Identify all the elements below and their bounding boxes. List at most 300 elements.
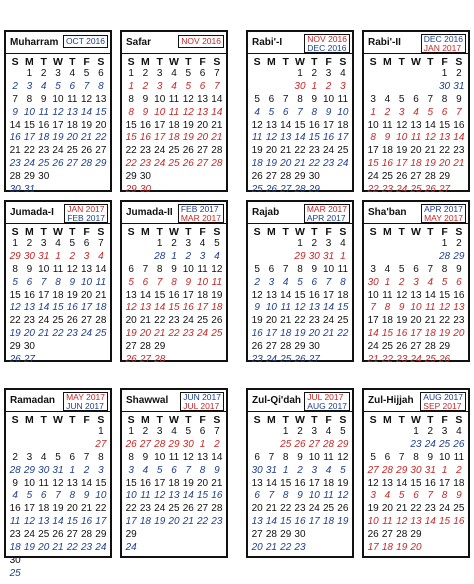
hijri-day: 24 xyxy=(308,503,320,515)
gregorian-day: 29 xyxy=(294,250,306,262)
gregorian-day: 26 xyxy=(294,354,306,366)
hijri-day: 1 xyxy=(156,238,163,249)
gregorian-day: 4 xyxy=(282,276,289,288)
day-grid xyxy=(248,412,352,558)
day-grid xyxy=(364,224,468,370)
hijri-day: 2 xyxy=(142,426,149,437)
gregorian-day: 3 xyxy=(413,276,419,288)
hijri-day: 5 xyxy=(340,426,346,437)
hijri-day: 20 xyxy=(125,315,137,327)
hijri-day: 16 xyxy=(9,503,21,515)
gregorian-day: 24 xyxy=(424,438,436,450)
gregorian-day: 6 xyxy=(441,106,448,118)
gregorian-day: 11 xyxy=(410,132,422,144)
hijri-day: 7 xyxy=(427,93,434,105)
day-grid xyxy=(364,54,468,200)
weekday-label: S xyxy=(369,226,377,238)
gregorian-day: 14 xyxy=(211,106,223,118)
hijri-day: 26 xyxy=(81,145,93,157)
gregorian-day: 12 xyxy=(9,302,21,314)
hijri-day: 26 xyxy=(337,503,349,515)
weekday-label: T xyxy=(69,56,76,68)
gregorian-day: 8 xyxy=(98,80,104,92)
weekday-label: F xyxy=(199,56,206,68)
gregorian-day xyxy=(138,542,152,555)
gregorian-day xyxy=(409,251,423,264)
day-grid xyxy=(6,54,110,200)
hijri-day: 28 xyxy=(280,171,292,183)
gregorian-day: 3 xyxy=(398,106,405,118)
hijri-day: 15 xyxy=(280,477,292,489)
month-card xyxy=(362,30,470,196)
hijri-month-name: Muharram xyxy=(10,37,59,48)
hijri-day: 25 xyxy=(381,171,393,183)
hijri-day: 17 xyxy=(154,119,166,131)
gregorian-day: 8 xyxy=(370,132,376,144)
gregorian-month-label: JUN 2017 xyxy=(183,392,221,402)
hijri-day: 25 xyxy=(337,315,349,327)
gregorian-day: 27 xyxy=(23,354,35,366)
gregorian-day: 30 xyxy=(439,80,451,92)
hijri-day: 22 xyxy=(125,145,137,157)
gregorian-day: 17 xyxy=(154,132,166,144)
gregorian-month-label: OCT 2016 xyxy=(65,36,105,46)
gregorian-day: 6 xyxy=(311,276,318,288)
hijri-day: 4 xyxy=(340,68,346,79)
gregorian-day: 18 xyxy=(168,132,180,144)
hijri-day: 19 xyxy=(396,145,408,157)
gregorian-day xyxy=(380,251,394,264)
hijri-day xyxy=(37,426,51,439)
gregorian-day: 24 xyxy=(95,542,107,554)
gregorian-day: 13 xyxy=(139,302,151,314)
hijri-day: 11 xyxy=(323,451,334,463)
gregorian-day: 28 xyxy=(294,184,306,196)
hijri-day xyxy=(79,426,93,439)
gregorian-months xyxy=(178,35,224,48)
hijri-day: 4 xyxy=(55,238,61,249)
hijri-day: 4 xyxy=(40,451,47,463)
gregorian-day: 25 xyxy=(211,328,223,340)
gregorian-day: 4 xyxy=(427,276,434,288)
hijri-day: 12 xyxy=(81,93,93,105)
gregorian-day: 17 xyxy=(125,516,137,528)
gregorian-day: 13 xyxy=(280,132,292,144)
gregorian-day: 18 xyxy=(211,302,223,314)
hijri-day: 21 xyxy=(9,145,21,157)
hijri-day: 4 xyxy=(384,93,391,105)
gregorian-day xyxy=(395,251,409,264)
gregorian-day: 10 xyxy=(197,276,209,288)
gregorian-day: 29 xyxy=(125,184,137,196)
gregorian-day: 18 xyxy=(424,328,436,340)
hijri-day xyxy=(210,529,224,542)
gregorian-day: 30 xyxy=(294,80,306,92)
hijri-day: 18 xyxy=(323,477,335,489)
hijri-day: 9 xyxy=(311,263,318,275)
weekday-label: S xyxy=(339,226,347,238)
gregorian-day xyxy=(65,184,79,197)
gregorian-day: 2 xyxy=(254,276,260,288)
hijri-day: 11 xyxy=(197,263,208,275)
gregorian-day: 8 xyxy=(441,490,448,502)
hijri-day: 1 xyxy=(413,426,419,437)
gregorian-day: 15 xyxy=(308,132,320,144)
gregorian-day: 10 xyxy=(337,106,349,118)
hijri-day: 1 xyxy=(128,426,134,437)
hijri-day: 14 xyxy=(81,477,93,489)
hijri-day xyxy=(423,68,437,81)
gregorian-day xyxy=(37,184,51,197)
gregorian-day: 5 xyxy=(441,276,448,288)
gregorian-day xyxy=(437,542,451,555)
weekday-label: W xyxy=(53,226,63,238)
hijri-day: 26 xyxy=(182,503,194,515)
hijri-day: 25 xyxy=(323,503,335,515)
hijri-day: 17 xyxy=(182,289,194,301)
gregorian-day: 28 xyxy=(81,158,93,170)
gregorian-day: 30 xyxy=(308,250,320,262)
hijri-day: 21 xyxy=(81,503,93,515)
hijri-day: 11 xyxy=(453,451,465,463)
hijri-day xyxy=(250,426,264,439)
gregorian-months xyxy=(421,34,466,53)
month-header xyxy=(364,202,468,224)
gregorian-day: 14 xyxy=(52,516,64,528)
gregorian-day: 31 xyxy=(52,464,64,476)
hijri-day: 26 xyxy=(251,171,263,183)
hijri-day: 10 xyxy=(52,93,64,105)
gregorian-day: 23 xyxy=(294,542,306,554)
hijri-month-name: Zul-Hijjah xyxy=(368,395,414,406)
hijri-day: 19 xyxy=(251,145,263,157)
hijri-day: 20 xyxy=(197,477,209,489)
gregorian-day: 29 xyxy=(23,464,35,476)
weekday-label: T xyxy=(282,56,289,68)
gregorian-day: 18 xyxy=(95,302,107,314)
hijri-day: 9 xyxy=(456,93,462,105)
hijri-day xyxy=(380,426,394,439)
gregorian-day: 19 xyxy=(294,328,306,340)
hijri-day xyxy=(181,529,195,542)
hijri-day: 7 xyxy=(214,68,220,79)
gregorian-day: 23 xyxy=(81,542,93,554)
gregorian-day: 10 xyxy=(308,490,320,502)
hijri-day: 18 xyxy=(337,119,349,131)
hijri-day: 8 xyxy=(413,451,419,463)
hijri-day: 2 xyxy=(142,68,149,79)
hijri-day: 11 xyxy=(382,119,393,131)
hijri-day: 5 xyxy=(83,68,90,79)
hijri-day: 27 xyxy=(66,529,78,541)
hijri-day xyxy=(452,171,466,184)
gregorian-day: 5 xyxy=(185,80,192,92)
gregorian-day: 17 xyxy=(81,302,93,314)
hijri-day: 19 xyxy=(251,315,263,327)
gregorian-day: 11 xyxy=(323,490,334,502)
hijri-day: 8 xyxy=(12,263,18,275)
gregorian-day: 1 xyxy=(384,276,391,288)
hijri-day: 23 xyxy=(424,503,436,515)
gregorian-day xyxy=(336,542,350,555)
weekday-label: S xyxy=(97,226,105,238)
weekday-label: T xyxy=(69,414,76,426)
gregorian-day: 29 xyxy=(453,250,465,262)
gregorian-day: 27 xyxy=(66,158,78,170)
hijri-day: 28 xyxy=(424,341,436,353)
weekday-label: T xyxy=(398,226,405,238)
gregorian-day: 28 xyxy=(381,464,393,476)
hijri-day: 22 xyxy=(439,315,451,327)
gregorian-month-label: SEP 2017 xyxy=(423,400,462,411)
gregorian-day: 16 xyxy=(453,516,465,528)
hijri-day: 7 xyxy=(268,451,275,463)
gregorian-day: 17 xyxy=(337,132,349,144)
hijri-day: 25 xyxy=(52,315,64,327)
month-header xyxy=(6,390,110,412)
hijri-day: 16 xyxy=(139,119,151,131)
hijri-day: 6 xyxy=(128,263,134,275)
gregorian-day: 31 xyxy=(453,80,465,92)
gregorian-day: 11 xyxy=(140,490,151,502)
gregorian-months xyxy=(63,35,108,48)
gregorian-day: 24 xyxy=(337,158,349,170)
weekday-label: F xyxy=(83,56,90,68)
hijri-day: 23 xyxy=(139,503,151,515)
hijri-day: 26 xyxy=(396,171,408,183)
weekday-label: M xyxy=(267,414,276,426)
weekday-label: T xyxy=(427,56,434,68)
gregorian-day: 4 xyxy=(254,106,260,118)
hijri-day xyxy=(437,529,451,542)
hijri-day: 9 xyxy=(142,93,149,105)
gregorian-day: 27 xyxy=(280,184,292,196)
gregorian-day: 16 xyxy=(66,302,78,314)
weekday-label: T xyxy=(40,414,47,426)
gregorian-day: 21 xyxy=(453,158,465,170)
hijri-day: 22 xyxy=(95,503,107,515)
hijri-day: 28 xyxy=(139,341,151,353)
hijri-day: 3 xyxy=(370,93,376,105)
hijri-day: 13 xyxy=(66,477,78,489)
hijri-day: 30 xyxy=(38,171,50,183)
hijri-day: 16 xyxy=(168,289,180,301)
gregorian-months xyxy=(420,392,466,411)
gregorian-day: 7 xyxy=(83,80,90,92)
hijri-day: 19 xyxy=(182,477,194,489)
weekday-label: M xyxy=(25,56,34,68)
weekday-label: F xyxy=(325,226,332,238)
gregorian-day: 24 xyxy=(81,328,93,340)
weekday-label: W xyxy=(169,56,179,68)
hijri-day: 11 xyxy=(38,477,49,489)
weekday-label: F xyxy=(199,226,206,238)
weekday-label: F xyxy=(83,226,90,238)
hijri-day: 10 xyxy=(367,119,379,131)
weekday-label: W xyxy=(295,226,305,238)
hijri-day: 26 xyxy=(367,529,379,541)
weekday-label: S xyxy=(369,414,377,426)
gregorian-day: 27 xyxy=(439,184,451,196)
hijri-day: 21 xyxy=(280,315,292,327)
gregorian-day xyxy=(37,354,51,367)
hijri-day: 14 xyxy=(424,289,436,301)
hijri-day: 16 xyxy=(308,119,320,131)
month-card xyxy=(4,200,112,366)
hijri-day xyxy=(395,68,409,81)
gregorian-day: 15 xyxy=(125,132,137,144)
weekday-label: W xyxy=(53,56,63,68)
gregorian-day: 14 xyxy=(424,516,436,528)
hijri-day: 18 xyxy=(38,503,50,515)
gregorian-day: 15 xyxy=(439,516,451,528)
gregorian-day: 19 xyxy=(23,542,35,554)
gregorian-day: 4 xyxy=(413,106,419,118)
hijri-day: 3 xyxy=(325,68,332,79)
weekday-label: M xyxy=(383,56,392,68)
hijri-day: 10 xyxy=(182,263,194,275)
gregorian-day: 17 xyxy=(197,302,209,314)
hijri-day: 1 xyxy=(128,68,134,79)
gregorian-day: 20 xyxy=(251,542,263,554)
weekday-label: M xyxy=(141,226,150,238)
hijri-day: 28 xyxy=(95,315,107,327)
gregorian-day: 6 xyxy=(199,80,206,92)
hijri-day: 27 xyxy=(197,503,209,515)
hijri-day: 7 xyxy=(398,451,405,463)
gregorian-month-label: APR 2017 xyxy=(306,212,346,223)
gregorian-day: 15 xyxy=(197,490,209,502)
hijri-month-name: Jumada-II xyxy=(126,207,173,218)
hijri-day: 25 xyxy=(168,145,180,157)
hijri-day: 4 xyxy=(199,238,206,249)
month-header xyxy=(248,202,352,224)
hijri-day: 6 xyxy=(268,263,275,275)
gregorian-months xyxy=(63,392,108,411)
hijri-day: 14 xyxy=(265,477,277,489)
gregorian-day: 16 xyxy=(182,302,194,314)
hijri-day: 12 xyxy=(367,477,379,489)
weekday-label: S xyxy=(127,226,135,238)
gregorian-day: 6 xyxy=(142,276,149,288)
day-grid xyxy=(6,412,110,584)
gregorian-day: 23 xyxy=(211,516,223,528)
hijri-day: 13 xyxy=(251,477,263,489)
gregorian-day xyxy=(423,81,437,94)
gregorian-day: 18 xyxy=(381,542,393,554)
hijri-day: 30 xyxy=(308,171,320,183)
gregorian-day xyxy=(167,184,181,197)
hijri-day xyxy=(138,238,152,251)
gregorian-day: 28 xyxy=(154,354,166,366)
gregorian-day: 5 xyxy=(26,490,33,502)
gregorian-day: 30 xyxy=(139,184,151,196)
hijri-day: 23 xyxy=(168,315,180,327)
gregorian-day: 29 xyxy=(337,438,349,450)
gregorian-day xyxy=(94,354,108,367)
weekday-label: S xyxy=(11,414,19,426)
gregorian-day xyxy=(138,251,152,264)
gregorian-day xyxy=(307,542,321,555)
hijri-day xyxy=(8,68,22,81)
weekday-label: F xyxy=(83,414,90,426)
gregorian-day: 11 xyxy=(280,302,291,314)
hijri-month-name: Rabi'-II xyxy=(368,37,401,48)
hijri-day: 8 xyxy=(441,93,448,105)
gregorian-day xyxy=(22,568,36,581)
gregorian-day: 2 xyxy=(214,438,220,450)
gregorian-day xyxy=(279,81,293,94)
gregorian-day: 22 xyxy=(280,542,292,554)
gregorian-day xyxy=(195,184,209,197)
month-header xyxy=(248,390,352,412)
hijri-day: 10 xyxy=(23,477,35,489)
hijri-day: 10 xyxy=(38,263,50,275)
gregorian-day: 22 xyxy=(367,184,379,196)
hijri-day: 10 xyxy=(154,93,166,105)
gregorian-day: 6 xyxy=(26,276,33,288)
hijri-day: 6 xyxy=(98,68,104,79)
gregorian-day: 26 xyxy=(9,354,21,366)
hijri-day: 15 xyxy=(410,477,422,489)
gregorian-day: 27 xyxy=(367,464,379,476)
weekday-label: T xyxy=(311,414,318,426)
gregorian-day: 11 xyxy=(251,132,263,144)
gregorian-day: 11 xyxy=(9,516,21,528)
gregorian-day: 13 xyxy=(453,302,465,314)
weekday-label: F xyxy=(441,226,448,238)
gregorian-day: 4 xyxy=(171,80,177,92)
gregorian-day: 10 xyxy=(265,302,277,314)
gregorian-months xyxy=(178,204,224,223)
hijri-day: 2 xyxy=(26,238,33,249)
hijri-day: 6 xyxy=(268,93,275,105)
hijri-day: 20 xyxy=(81,289,93,301)
gregorian-day: 14 xyxy=(265,516,277,528)
hijri-day xyxy=(409,68,423,81)
gregorian-day xyxy=(321,542,335,555)
hijri-day: 10 xyxy=(323,93,335,105)
hijri-day: 9 xyxy=(26,263,33,275)
hijri-day: 11 xyxy=(382,289,393,301)
gregorian-day: 16 xyxy=(323,132,335,144)
gregorian-day xyxy=(37,568,51,581)
weekday-label: W xyxy=(169,414,179,426)
hijri-day: 27 xyxy=(95,145,107,157)
hijri-day: 29 xyxy=(294,341,306,353)
gregorian-day: 16 xyxy=(251,328,263,340)
hijri-day: 12 xyxy=(182,451,194,463)
gregorian-day: 12 xyxy=(125,302,137,314)
hijri-day xyxy=(380,238,394,251)
hijri-day: 3 xyxy=(441,426,448,437)
weekday-label: T xyxy=(427,414,434,426)
hijri-day xyxy=(250,238,264,251)
hijri-day: 5 xyxy=(185,68,192,79)
hijri-day xyxy=(153,171,167,184)
gregorian-day: 12 xyxy=(265,132,277,144)
hijri-day xyxy=(307,529,321,542)
gregorian-day: 28 xyxy=(9,464,21,476)
hijri-day: 20 xyxy=(66,503,78,515)
gregorian-day: 8 xyxy=(340,276,346,288)
hijri-day: 16 xyxy=(23,289,35,301)
gregorian-day: 15 xyxy=(66,516,78,528)
hijri-day: 7 xyxy=(427,263,434,275)
gregorian-day: 21 xyxy=(52,542,64,554)
gregorian-day: 5 xyxy=(12,276,18,288)
hijri-day: 3 xyxy=(26,451,33,463)
